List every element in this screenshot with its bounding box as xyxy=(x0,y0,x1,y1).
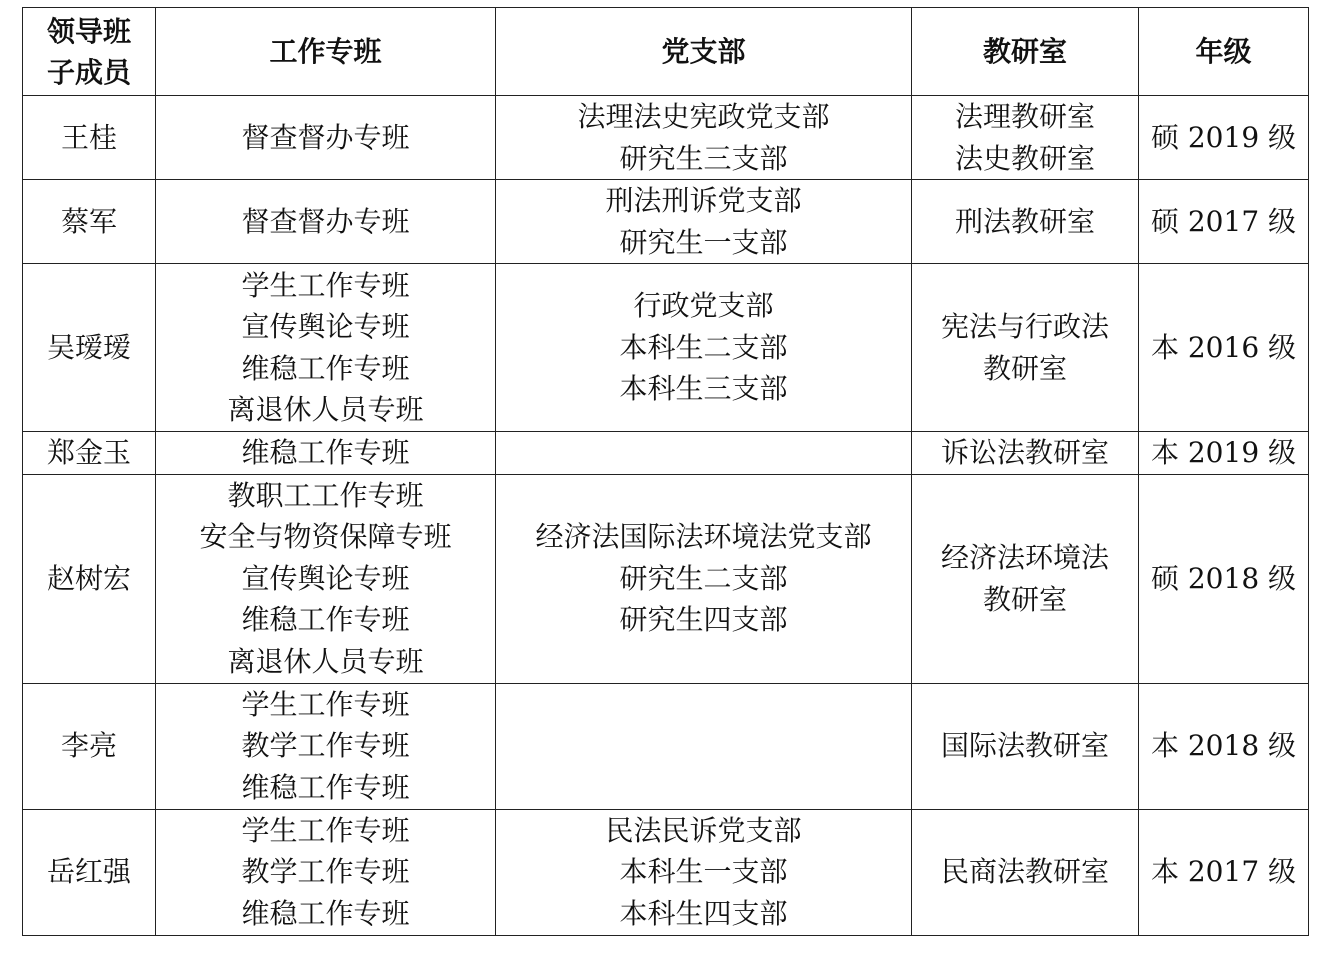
cell-member-text: 郑金玉 xyxy=(46,436,131,469)
cell-teaching-offices-line: 教研室 xyxy=(982,582,1067,616)
table-row xyxy=(23,809,1309,935)
cell-grade-text: 本 2019 级 xyxy=(1150,436,1297,469)
cell-party-branches xyxy=(496,96,912,180)
header-member-line-2: 子成员 xyxy=(46,55,131,89)
cell-member xyxy=(23,264,156,432)
header-grade-label: 年级 xyxy=(1195,35,1252,68)
cell-teaching-offices xyxy=(912,683,1139,809)
cell-teaching-offices-line: 刑法教研室 xyxy=(954,204,1095,238)
cell-member xyxy=(23,809,156,935)
cell-party-branches-line: 本科生四支部 xyxy=(619,896,788,930)
cell-party-branches-line: 研究生一支部 xyxy=(619,225,788,259)
cell-party-branches-line: 研究生四支部 xyxy=(619,603,788,637)
cell-teams xyxy=(156,96,496,180)
cell-party-branches xyxy=(496,432,912,475)
assignment-table xyxy=(22,7,1309,936)
cell-grade-text: 硕 2017 级 xyxy=(1150,204,1297,238)
cell-teams xyxy=(156,809,496,935)
cell-party-branches-line: 行政党支部 xyxy=(633,289,774,323)
cell-teaching-offices xyxy=(912,432,1139,475)
cell-grade xyxy=(1139,683,1309,809)
cell-teaching-offices xyxy=(912,180,1139,264)
cell-grade xyxy=(1139,432,1309,475)
cell-party-branches-line: 民法民诉党支部 xyxy=(605,813,802,847)
cell-grade xyxy=(1139,96,1309,180)
cell-party-branches-line: 经济法国际法环境法党支部 xyxy=(535,520,872,554)
cell-teaching-offices xyxy=(912,474,1139,683)
header-party-branch-label: 党支部 xyxy=(661,35,746,68)
cell-teams-line: 离退休人员专班 xyxy=(227,393,424,426)
cell-teams-line: 学生工作专班 xyxy=(241,813,410,847)
cell-member-text: 李亮 xyxy=(60,729,117,763)
cell-teams-line: 维稳工作专班 xyxy=(241,436,410,469)
cell-teaching-offices-line: 民商法教研室 xyxy=(940,855,1109,889)
cell-grade xyxy=(1139,180,1309,264)
cell-grade-text: 本 2017 级 xyxy=(1150,855,1297,889)
cell-grade-text: 本 2018 级 xyxy=(1150,729,1297,763)
table-row xyxy=(23,683,1309,809)
cell-teams xyxy=(156,180,496,264)
header-teams xyxy=(156,8,496,96)
cell-teaching-offices-line: 法史教研室 xyxy=(954,141,1095,175)
cell-teams-line: 学生工作专班 xyxy=(241,687,410,721)
table-row xyxy=(23,180,1309,264)
cell-teams-line: 教学工作专班 xyxy=(241,729,410,763)
cell-party-branches xyxy=(496,809,912,935)
cell-member-text: 岳红强 xyxy=(46,855,131,889)
header-grade xyxy=(1139,8,1309,96)
cell-member-text: 赵树宏 xyxy=(46,561,131,595)
cell-member xyxy=(23,180,156,264)
cell-teaching-offices xyxy=(912,809,1139,935)
cell-teaching-offices-line: 经济法环境法 xyxy=(940,541,1109,574)
cell-grade xyxy=(1139,474,1309,683)
cell-party-branches-line: 法理法史宪政党支部 xyxy=(577,100,830,133)
cell-party-branches-line: 本科生一支部 xyxy=(619,855,788,889)
cell-party-branches-line: 本科生二支部 xyxy=(619,330,788,364)
cell-member xyxy=(23,432,156,475)
cell-teams-line: 督查督办专班 xyxy=(241,204,410,238)
cell-teams-line: 维稳工作专班 xyxy=(241,896,410,930)
cell-teaching-offices xyxy=(912,96,1139,180)
header-teaching-office xyxy=(912,8,1139,96)
cell-teams xyxy=(156,683,496,809)
cell-teaching-offices-line: 诉讼法教研室 xyxy=(940,436,1109,469)
cell-teams-line: 离退休人员专班 xyxy=(227,644,424,678)
cell-grade-text: 硕 2019 级 xyxy=(1150,120,1297,154)
cell-party-branches-line: 研究生二支部 xyxy=(619,561,788,595)
cell-member-text: 王桂 xyxy=(60,120,117,154)
header-member-line-1: 领导班 xyxy=(46,14,131,48)
cell-grade xyxy=(1139,264,1309,432)
cell-teaching-offices-line: 法理教研室 xyxy=(954,100,1095,133)
cell-teams-line: 督查督办专班 xyxy=(241,120,410,154)
cell-member xyxy=(23,683,156,809)
cell-teams-line: 教职工工作专班 xyxy=(227,478,424,512)
table-row xyxy=(23,474,1309,683)
cell-party-branches-line: 本科生三支部 xyxy=(619,372,788,406)
cell-member-text: 蔡军 xyxy=(60,204,117,238)
cell-party-branches xyxy=(496,683,912,809)
cell-teams-line: 宣传舆论专班 xyxy=(241,561,410,595)
cell-teams-line: 安全与物资保障专班 xyxy=(199,520,452,554)
cell-member-text: 吴瑷瑷 xyxy=(46,330,131,364)
header-row xyxy=(23,8,1309,96)
header-member xyxy=(23,8,156,96)
cell-teaching-offices-line: 国际法教研室 xyxy=(940,729,1109,763)
cell-grade-text: 硕 2018 级 xyxy=(1150,561,1297,595)
table-row xyxy=(23,264,1309,432)
cell-teams-line: 维稳工作专班 xyxy=(241,351,410,385)
cell-party-branches xyxy=(496,474,912,683)
cell-teams-line: 教学工作专班 xyxy=(241,855,410,889)
cell-party-branches-line: 研究生三支部 xyxy=(619,141,788,175)
table-row xyxy=(23,96,1309,180)
header-party-branch xyxy=(496,8,912,96)
cell-teams-line: 维稳工作专班 xyxy=(241,603,410,637)
cell-teams xyxy=(156,264,496,432)
cell-teaching-offices-line: 宪法与行政法 xyxy=(940,310,1109,343)
header-teaching-office-label: 教研室 xyxy=(982,35,1067,68)
table-row xyxy=(23,432,1309,475)
cell-teams xyxy=(156,474,496,683)
cell-party-branches xyxy=(496,180,912,264)
cell-party-branches-line: 刑法刑诉党支部 xyxy=(605,184,802,217)
cell-teaching-offices xyxy=(912,264,1139,432)
cell-teaching-offices-line: 教研室 xyxy=(982,351,1067,385)
cell-member xyxy=(23,474,156,683)
cell-teams xyxy=(156,432,496,475)
cell-teams-line: 维稳工作专班 xyxy=(241,770,410,804)
cell-party-branches xyxy=(496,264,912,432)
cell-grade-text: 本 2016 级 xyxy=(1150,330,1297,364)
cell-teams-line: 宣传舆论专班 xyxy=(241,310,410,343)
cell-teams-line: 学生工作专班 xyxy=(241,268,410,302)
header-teams-label: 工作专班 xyxy=(269,35,382,68)
cell-grade xyxy=(1139,809,1309,935)
cell-member xyxy=(23,96,156,180)
